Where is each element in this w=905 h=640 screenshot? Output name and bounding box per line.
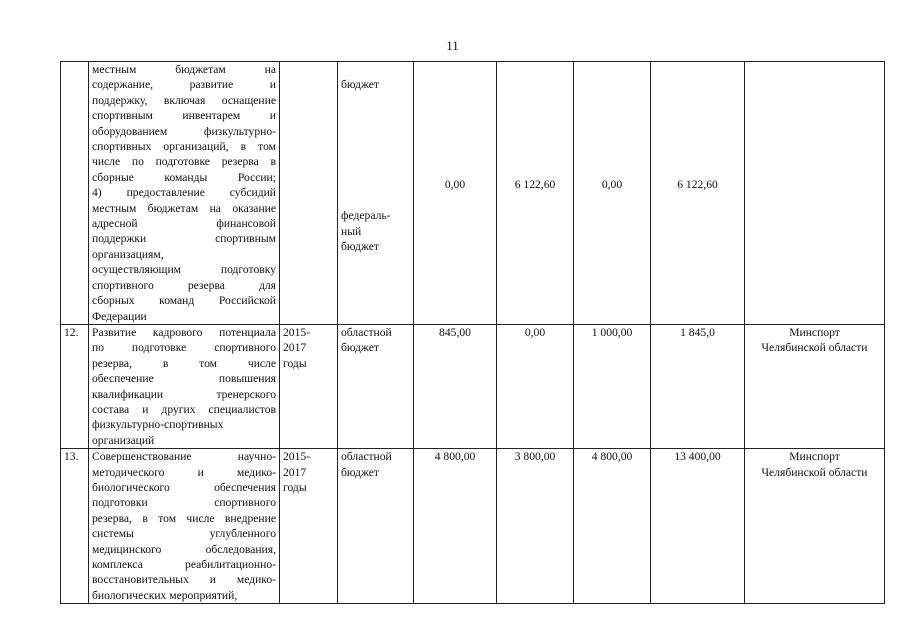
description-line: Федерации [92,309,147,323]
row-executor [745,62,885,325]
description-line: сборные команды России; [92,170,276,184]
description-line: организаций [92,433,155,447]
description-line: Совершенствование научно- [92,450,276,464]
row-description [89,449,280,604]
description-line: методического и медико- [92,465,276,479]
description-line: содержание, развитие и [92,78,276,92]
description-line: обеспечение повышения [92,372,276,386]
row-number: 13. [61,449,89,604]
funding-source-regional: бюджет [341,78,379,92]
description-line: поддержки спортивным [92,232,276,246]
description-line: местным бюджетам на [92,63,276,76]
description-line: числе по подготовке резерва в [92,155,276,169]
row-value-2017: 1 000,00 [574,324,651,448]
description-line: спортивным инвентарем и [92,109,276,123]
row-executor: Минспорт Челябинской области [745,324,885,448]
row-period [280,62,338,325]
row-period: 2015- 2017 годы [280,324,338,448]
description-line: организациям, [92,247,164,261]
row-value-2015: 4 800,00 [414,449,497,604]
row-funding-source [338,62,414,325]
page-number: 11 [446,38,459,53]
description-line: резерва, в том числе внедрение [92,511,276,525]
description-line: спортивного резерва для [92,278,276,292]
description-line: подготовки спортивного [92,496,276,510]
program-table [60,61,885,604]
description-line: адресной финансовой [92,217,276,231]
description-line: Развитие кадрового потенциала [92,325,276,339]
description-line: местным бюджетам на оказание [92,201,276,215]
row-total: 1 845,0 [651,324,745,448]
description-line: биологического обеспечения [92,480,276,494]
description-line: поддержку, включая оснащение [92,93,276,107]
description-line: восстановительных и медико- [92,573,276,587]
description-line: физкультурно-спортивных [92,418,224,432]
description-line: биологических мероприятий, [92,588,238,602]
description-line: состава и других специалистов [92,402,276,416]
row-value-2016: 0,00 [497,324,574,448]
description-line: системы углубленного [92,527,276,541]
row-value-2017: 0,00 [574,62,651,325]
row-total: 13 400,00 [651,449,745,604]
description-line: по подготовке спортивного [92,341,276,355]
description-line: спортивных организаций, в том [92,140,276,154]
row-period: 2015- 2017 годы [280,449,338,604]
row-funding-source: областной бюджет [338,324,414,448]
table-row [61,449,885,604]
description-line: оборудованием физкультурно- [92,124,276,138]
table-row [61,62,885,325]
row-description [89,324,280,448]
description-line: осуществляющим подготовку [92,263,276,277]
row-description [89,62,280,325]
funding-source-federal: федераль- ный бюджет [341,209,391,254]
row-executor: Минспорт Челябинской области [745,449,885,604]
row-value-2017: 4 800,00 [574,449,651,604]
row-number: 12. [61,324,89,448]
table-row [61,324,885,448]
description-line: квалификации тренерского [92,387,276,401]
description-line: резерва, в том числе [92,356,276,370]
description-line: медицинского обследования, [92,542,276,556]
description-line: комплекса реабилитационно- [92,558,276,571]
row-value-2015: 0,00 [414,62,497,325]
row-funding-source: областной бюджет [338,449,414,604]
description-line: сборных команд Российской [92,294,276,308]
row-value-2015: 845,00 [414,324,497,448]
row-value-2016: 6 122,60 [497,62,574,325]
row-value-2016: 3 800,00 [497,449,574,604]
row-total: 6 122,60 [651,62,745,325]
description-line: 4) предоставление субсидий [92,186,276,200]
row-number [61,62,89,325]
